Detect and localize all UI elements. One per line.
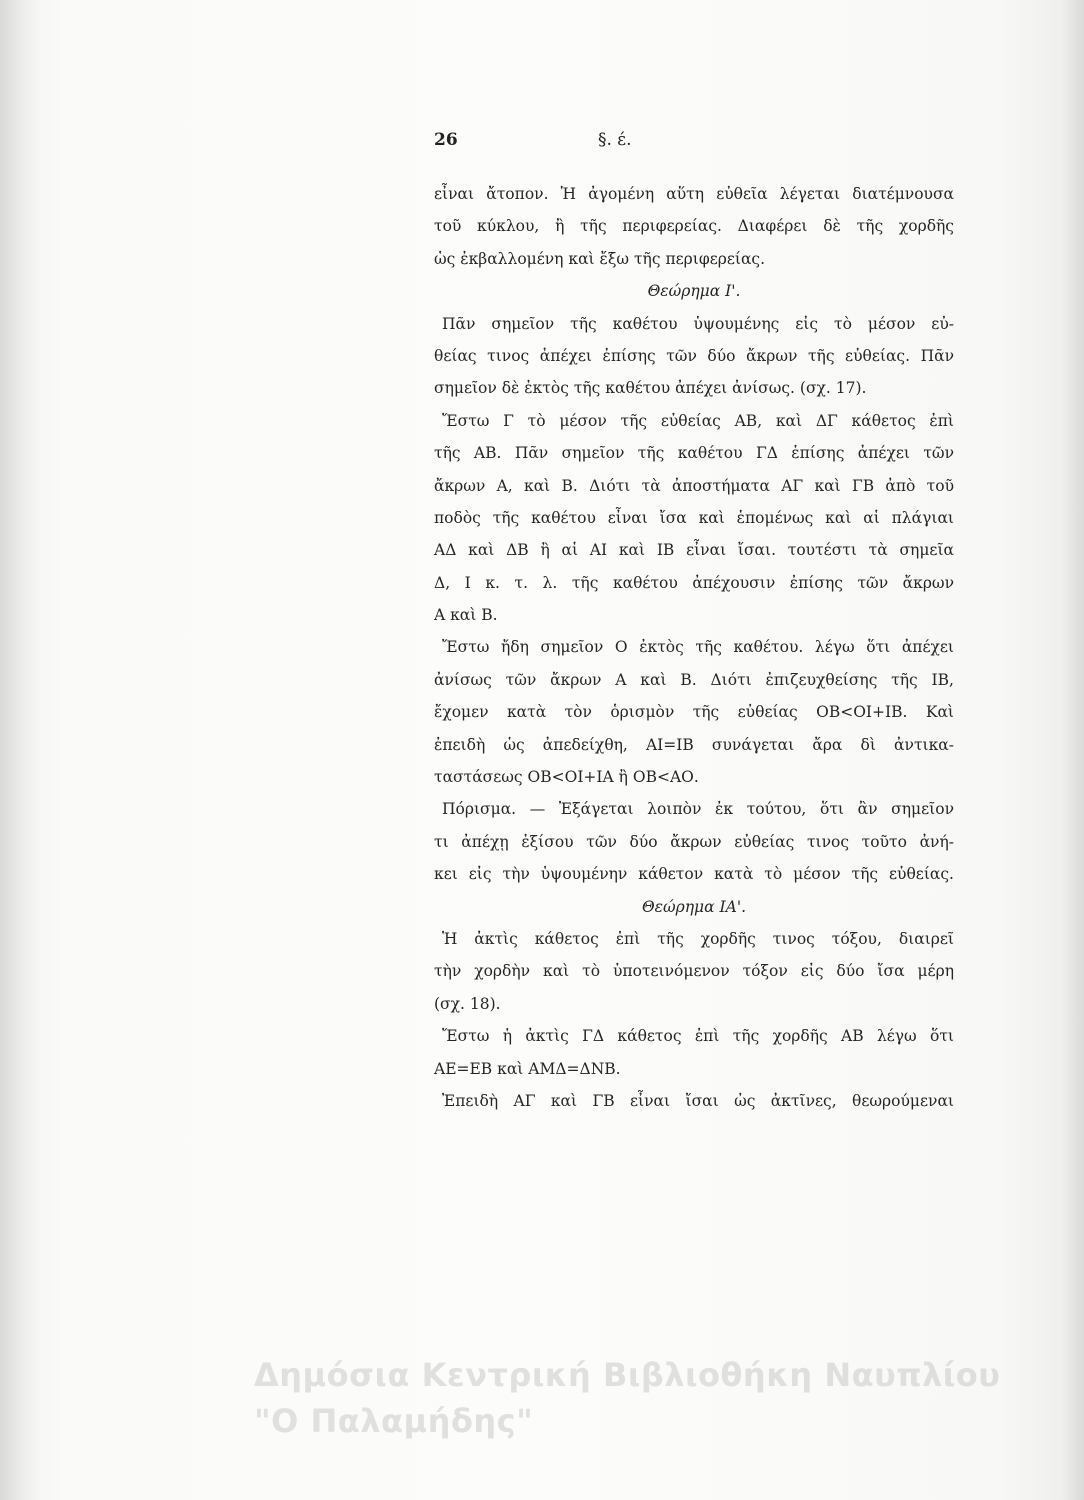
text-line: Δ, Ι κ. τ. λ. τῆς καθέτου ἀπέχουσιν ἐπίσης τῶν ἄκρων [434,573,954,592]
watermark-line-2: "Ο Παλαμήδης" [254,1402,534,1440]
text-line: Πᾶν σημεῖον τῆς καθέτου ὑψουμένης εἰς τὸ μέσον εὐ- [442,314,954,333]
text-line: ταστάσεως ΟΒ<ΟΙ+ΙΑ ἢ ΟΒ<ΑΟ. [434,768,699,787]
text-line: Ἔστω ἡ ἀκτὶς ΓΔ κάθετος ἐπὶ τῆς χορδῆς ΑΒ λέγω ὅτι [442,1027,954,1046]
text-line: κει εἰς τὴν ὑψουμένην κάθετον κατὰ τὸ μέσον τῆς εὐθείας. [434,865,954,884]
theorem-heading: Θεώρημα ΙΑ'. [641,897,747,916]
text-line: τοῦ κύκλου, ἢ τῆς περιφερείας. Διαφέρει δὲ τῆς χορδῆς [434,217,954,236]
body-text [434,178,954,1117]
text-line: ἐπειδὴ ὡς ἀπεδείχθη, ΑΙ=ΙΒ συνάγεται ἄρα δὶ ἀντικα- [434,735,954,754]
text-line: σημεῖον δὲ ἐκτὸς τῆς καθέτου ἀπέχει ἀνίσως. (σχ. 17). [434,379,867,398]
text-line: ἀνίσως τῶν ἄκρων Α καὶ Β. Διότι ἐπιζευχθείσης τῆς ΙΒ, [434,670,954,689]
text-line: (σχ. 18). [434,994,501,1013]
text-line: ἄκρων Α, καὶ Β. Διότι τὰ ἀποστήματα ΑΓ καὶ ΓΒ ἀπὸ τοῦ [434,476,954,495]
text-line: Πόρισμα. — Ἐξάγεται λοιπὸν ἐκ τούτου, ὅτι ἂν σημεῖον [442,800,954,819]
library-watermark [254,1352,1054,1444]
text-line: Ἐπειδὴ ΑΓ καὶ ΓΒ εἶναι ἴσαι ὡς ἀκτῖνες, θεωρούμεναι [442,1091,954,1110]
text-line: ἔχομεν κατὰ τὸν ὁρισμὸν τῆς εὐθείας ΟΒ<ΟΙ+ΙΒ. Καὶ [434,703,954,722]
page-edge-shadow [1062,0,1084,1500]
page-binding-shadow [0,0,40,1500]
text-line: τὴν χορδὴν καὶ τὸ ὑποτεινόμενον τόξον εἰς δύο ἴσα μέρη [434,962,954,981]
text-line: Ἔστω Γ τὸ μέσον τῆς εὐθείας ΑΒ, καὶ ΔΓ κάθετος ἐπὶ [442,411,954,430]
text-line: τι ἀπέχῃ ἐξίσου τῶν δύο ἄκρων εὐθείας τινος τοῦτο ἀνή- [434,832,954,851]
watermark-line-1: Δημόσια Κεντρική Βιβλιοθήκη Ναυπλίου [254,1356,1001,1394]
text-line: Ἡ ἀκτὶς κάθετος ἐπὶ τῆς χορδῆς τινος τόξου, διαιρεῖ [442,929,954,948]
text-line: εἶναι ἄτοπον. Ἡ ἀγομένη αὕτη εὐθεῖα λέγεται διατέμνουσα [434,185,954,203]
text-line: ΑΔ καὶ ΔΒ ἢ αἱ ΑΙ καὶ ΙΒ εἶναι ἴσαι. τουτέστι τὰ σημεῖα [434,541,954,560]
section-mark: §. έ. [598,130,632,150]
text-line: ποδὸς τῆς καθέτου εἶναι ἴσα καὶ ἑπομένως καὶ αἱ πλάγιαι [434,508,954,527]
page-header [434,130,954,156]
theorem-heading: Θεώρημα Ι'. [647,282,741,301]
text-line: ὡς ἐκβαλλομένη καὶ ἔξω τῆς περιφερείας. [434,249,766,268]
text-line: Α καὶ Β. [434,606,498,625]
page-number: 26 [434,130,458,150]
text-line: ΑΕ=ΕΒ καὶ ΑΜΔ=ΔΝΒ. [434,1059,621,1078]
text-line: τῆς ΑΒ. Πᾶν σημεῖον τῆς καθέτου ΓΔ ἐπίσης ἀπέχει τῶν [434,444,954,463]
text-line: θείας τινος ἀπέχει ἐπίσης τῶν δύο ἄκρων τῆς εὐθείας. Πᾶν [434,346,954,365]
text-line: Ἔστω ἤδη σημεῖον Ο ἐκτὸς τῆς καθέτου. λέγω ὅτι ἀπέχει [442,638,954,657]
